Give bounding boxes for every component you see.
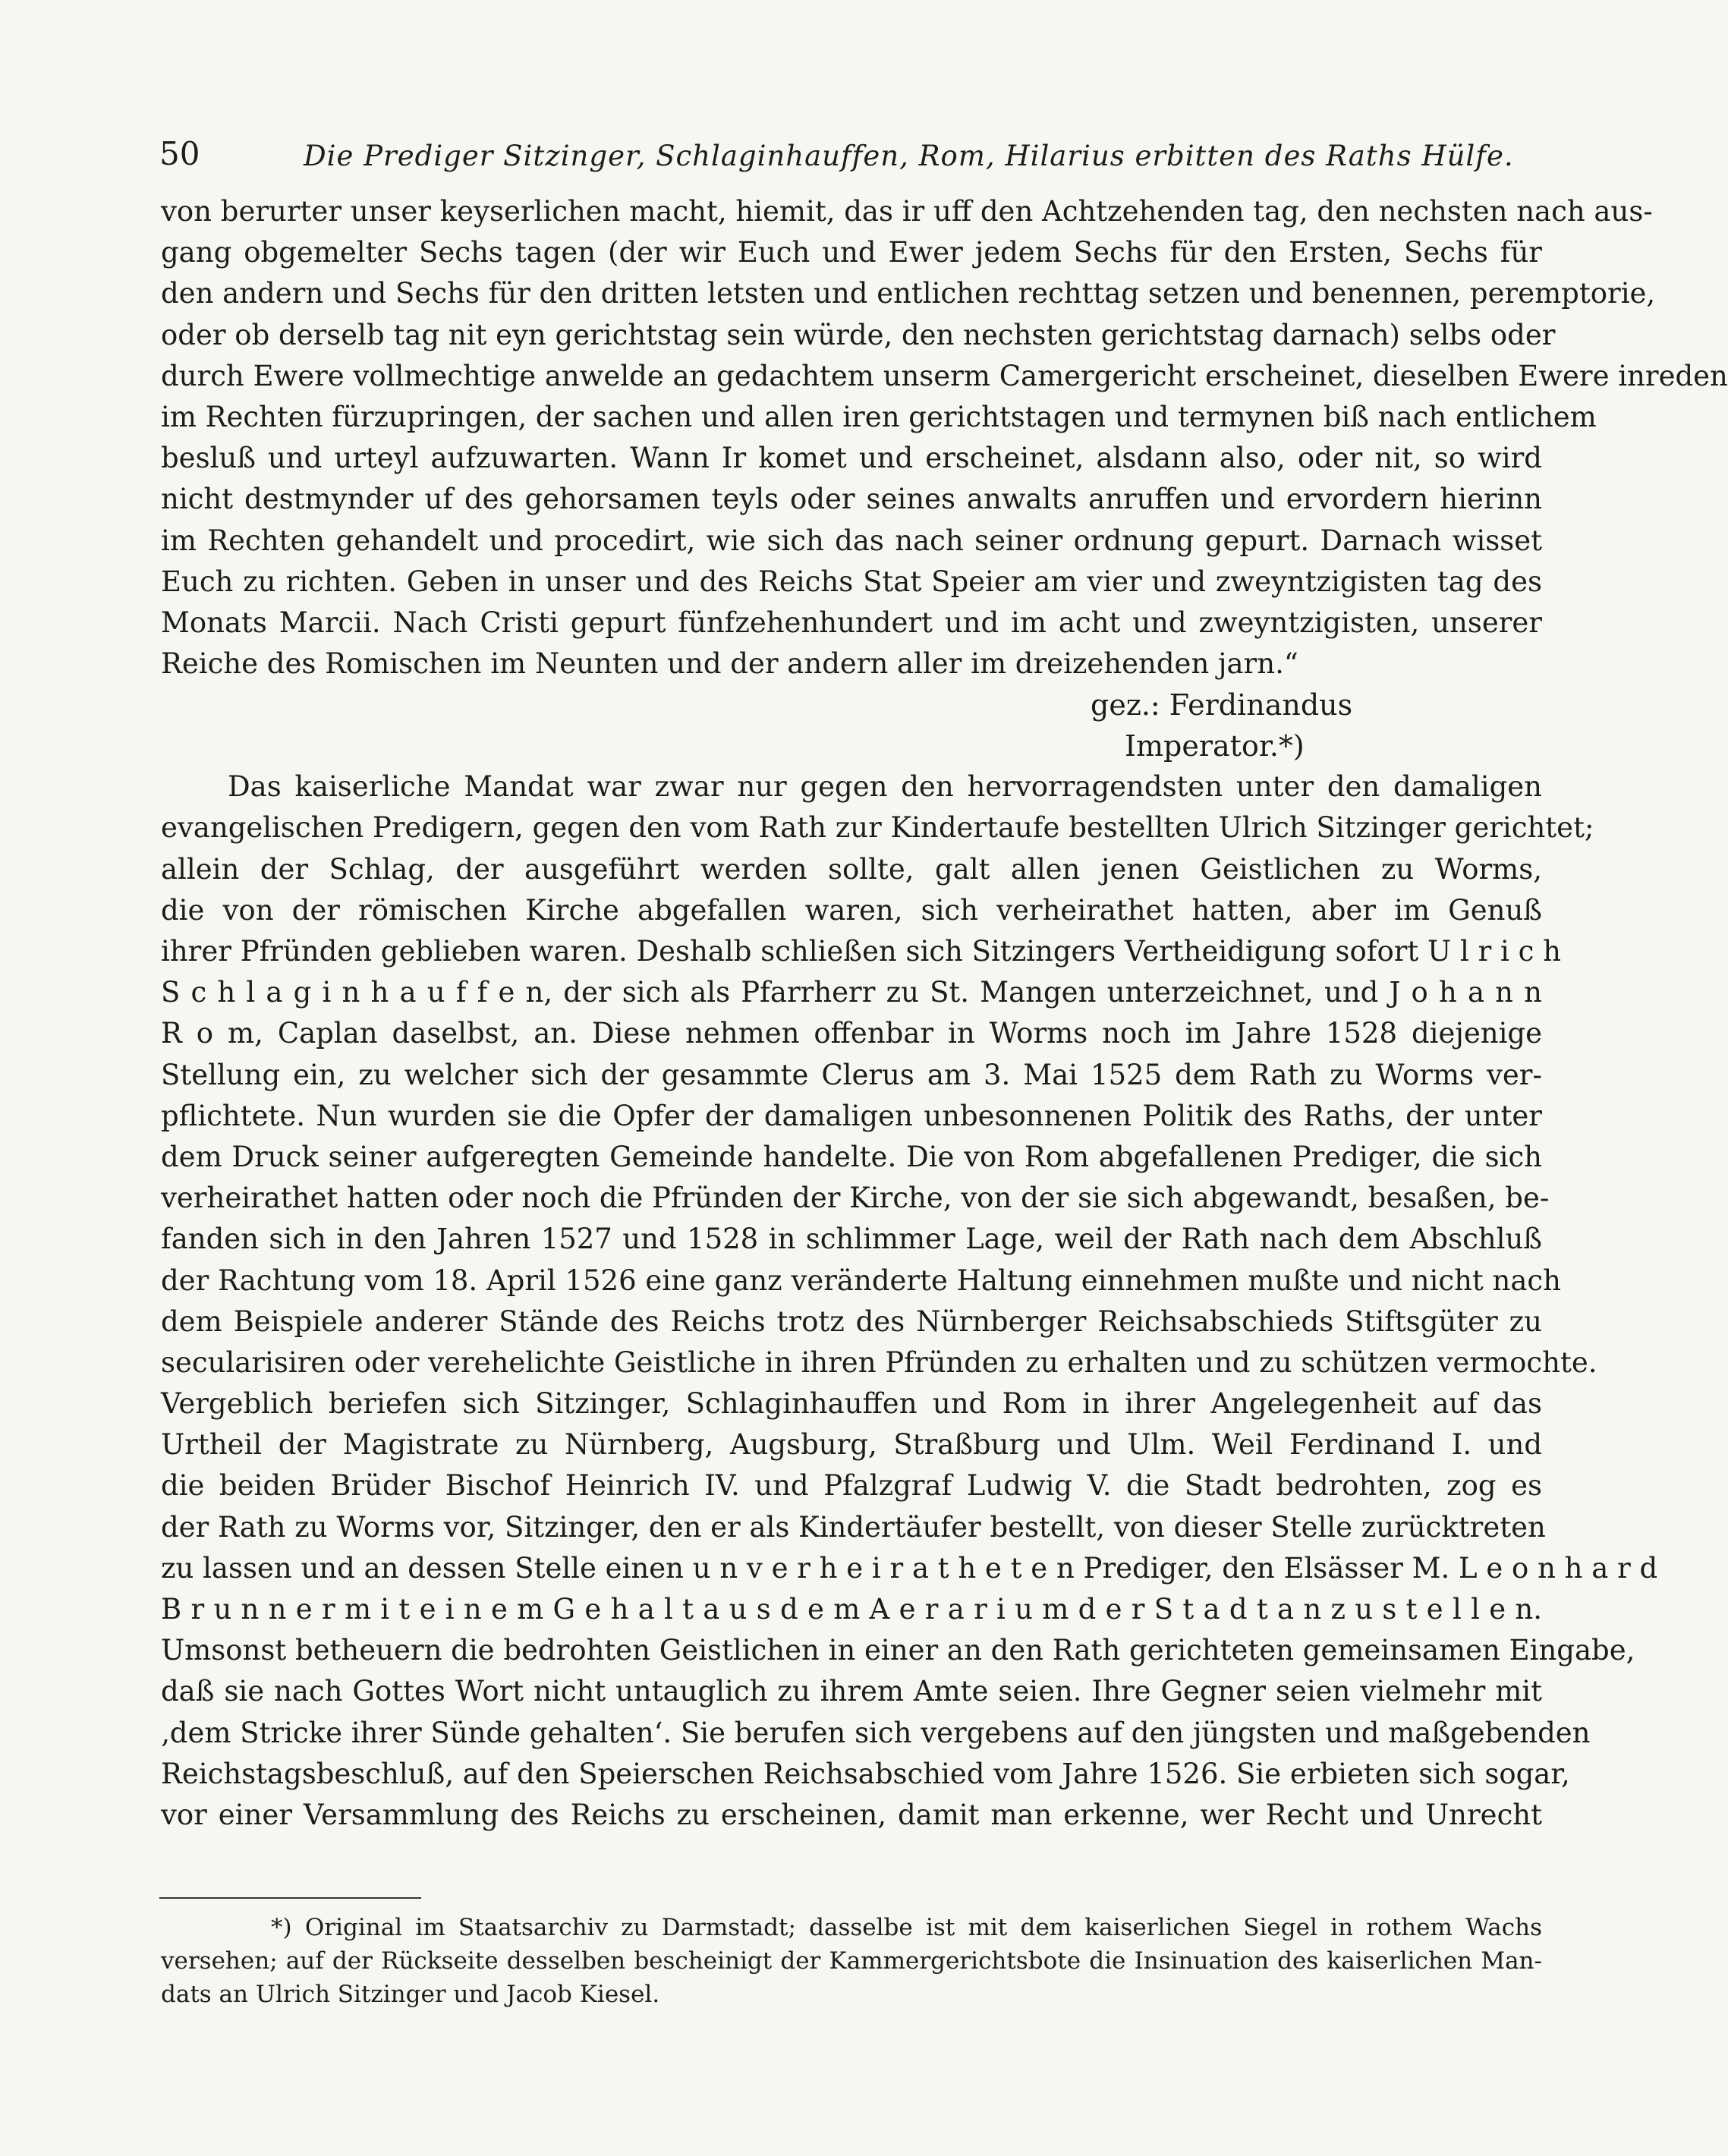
text-line: zu lassen und an dessen Stelle einen u n v e r h e i r a t h e t e n Prediger, den Elsässer M. L e o n h a r d <box>161 1551 1658 1585</box>
text-line: dem Druck seiner aufgeregten Gemeinde handelte. Die von Rom abgefallenen Prediger, die sich <box>161 1140 1542 1173</box>
text-line: die beiden Brüder Bischof Heinrich IV. und Pfalzgraf Ludwig V. die Stadt bedrohten, zog es <box>161 1469 1542 1503</box>
text-line: R o m, Caplan daselbst, an. Diese nehmen offenbar in Worms noch im Jahre 1528 diejenige <box>161 1017 1542 1050</box>
text-line: oder ob derselb tag nit eyn gerichtstag sein würde, den nechsten gerichtstag darnach) selbs oder <box>161 318 1556 351</box>
text-line: Urtheil der Magistrate zu Nürnberg, Augsburg, Straßburg und Ulm. Weil Ferdinand I. und <box>161 1428 1542 1462</box>
page-header <box>159 135 1541 188</box>
text-line: allein der Schlag, der ausgeführt werden sollte, galt allen jenen Geistlichen zu Worms, <box>161 852 1542 886</box>
text-line: Monats Marcii. Nach Cristi gepurt fünfzehenhundert und im acht und zweyntzigisten, unserer <box>161 606 1542 639</box>
signature-block <box>161 685 1542 766</box>
text-line: ihrer Pfründen geblieben waren. Deshalb schließen sich Sitzingers Vertheidigung sofort U l r i c h <box>161 935 1561 968</box>
text-line: der Rachtung vom 18. April 1526 eine ganz veränderte Haltung einnehmen mußte und nicht nach <box>161 1264 1561 1297</box>
signature-line-1: gez.: Ferdinandus <box>1091 688 1353 722</box>
text-line: Vergeblich beriefen sich Sitzinger, Schlaginhauffen und Rom in ihrer Angelegenheit auf das <box>161 1387 1542 1421</box>
text-line: daß sie nach Gottes Wort nicht untauglich zu ihrem Amte seien. Ihre Gegner seien vielmehr mit <box>161 1675 1542 1708</box>
text-line: Euch zu richten. Geben in unser und des Reichs Stat Speier am vier und zweyntzigisten tag des <box>161 565 1542 598</box>
text-line: den andern und Sechs für den dritten letsten und entlichen rechttag setzen und benennen, peremptorie, <box>161 277 1656 310</box>
signature-line-2: Imperator.*) <box>1125 729 1305 763</box>
text-line: fanden sich in den Jahren 1527 und 1528 in schlimmer Lage, weil der Rath nach dem Abschluß <box>161 1223 1542 1256</box>
text-line: gang obgemelter Sechs tagen (der wir Euch und Ewer jedem Sechs für den Ersten, Sechs für <box>161 236 1542 269</box>
text-line: dem Beispiele anderer Stände des Reichs trotz des Nürnberger Reichsabschieds Stiftsgüter zu <box>161 1305 1542 1338</box>
text-line: vor einer Versammlung des Reichs zu erscheinen, damit man erkenne, wer Recht und Unrecht <box>161 1798 1542 1831</box>
text-line: Stellung ein, zu welcher sich der gesammte Clerus am 3. Mai 1525 dem Rath zu Worms ver- <box>161 1058 1542 1091</box>
text-line: besluß und urteyl aufzuwarten. Wann Ir komet und erscheinet, alsdann also, oder nit, so wird <box>161 442 1542 475</box>
text-line: pflichtete. Nun wurden sie die Opfer der damaligen unbesonnenen Politik des Raths, der unter <box>161 1099 1542 1132</box>
text-line: Umsonst betheuern die bedrohten Geistlichen in einer an den Rath gerichteten gemeinsamen Eingabe, <box>161 1634 1635 1667</box>
text-line: secularisiren oder verehelichte Geistliche in ihren Pfründen zu erhalten und zu schützen vermochte. <box>161 1346 1597 1379</box>
text-line: B r u n n e r m i t e i n e m G e h a l t a u s d e m A e r a r i u m d e r S t a d t a n z u s t e l l e n. <box>161 1593 1542 1626</box>
footnote-divider <box>159 1897 421 1899</box>
text-line: evangelischen Predigern, gegen den vom Rath zur Kindertaufe bestellten Ulrich Sitzinger gerichtet; <box>161 811 1594 845</box>
text-line: die von der römischen Kirche abgefallen waren, sich verheirathet hatten, aber im Genuß <box>161 893 1542 927</box>
running-head: Die Prediger Sitzinger, Schlaginhauffen, Rom, Hilarius erbitten des Raths Hülfe. <box>304 140 1514 172</box>
footnotes <box>161 1911 1542 2011</box>
text-line: von berurter unser keyserlichen macht, hiemit, das ir uff den Achtzehenden tag, den nechsten nach aus- <box>161 195 1653 228</box>
text-line: ‚dem Stricke ihrer Sünde gehalten‘. Sie berufen sich vergebens auf den jüngsten und maßgebenden <box>161 1716 1591 1749</box>
body-text <box>161 191 1728 1836</box>
footnote-line: *) Original im Staatsarchiv zu Darmstadt; dasselbe ist mit dem kaiserlichen Siegel in rothem Wachs <box>271 1914 1542 1941</box>
text-line: Reichstagsbeschluß, auf den Speierschen Reichsabschied vom Jahre 1526. Sie erbieten sich sogar, <box>161 1757 1570 1790</box>
page-number: 50 <box>159 135 200 172</box>
text-line: Reiche des Romischen im Neunten und der andern aller im dreizehenden jarn.“ <box>161 647 1298 681</box>
footnote-line: dats an Ulrich Sitzinger und Jacob Kiesel. <box>161 1981 660 2008</box>
text-line: im Rechten fürzupringen, der sachen und allen iren gerichtstagen und termynen biß nach entlichem <box>161 400 1597 433</box>
text-line: der Rath zu Worms vor, Sitzinger, den er als Kindertäufer bestellt, von dieser Stelle zurücktreten <box>161 1510 1546 1544</box>
main-paragraph <box>161 766 1658 1836</box>
text-line: durch Ewere vollmechtige anwelde an gedachtem unserm Camergericht erscheinet, dieselben Ewere inreden <box>161 359 1728 392</box>
text-line: S c h l a g i n h a u f f e n, der sich als Pfarrherr zu St. Mangen unterzeichnet, und J o h a n n <box>161 976 1542 1009</box>
footnote-line: versehen; auf der Rückseite desselben bescheinigt der Kammergerichtsbote die Insinuation des kaiserlichen Man- <box>161 1947 1542 1975</box>
text-line: Das kaiserliche Mandat war zwar nur gegen den hervorragendsten unter den damaligen <box>228 770 1542 804</box>
text-line: im Rechten gehandelt und procedirt, wie sich das nach seiner ordnung gepurt. Darnach wisset <box>161 524 1542 557</box>
quoted-mandate <box>161 191 1728 685</box>
text-line: verheirathet hatten oder noch die Pfründen der Kirche, von der sie sich abgewandt, besaßen, be- <box>161 1182 1550 1215</box>
text-line: nicht destmynder uf des gehorsamen teyls oder seines anwalts anruffen und ervordern hierinn <box>161 483 1542 516</box>
